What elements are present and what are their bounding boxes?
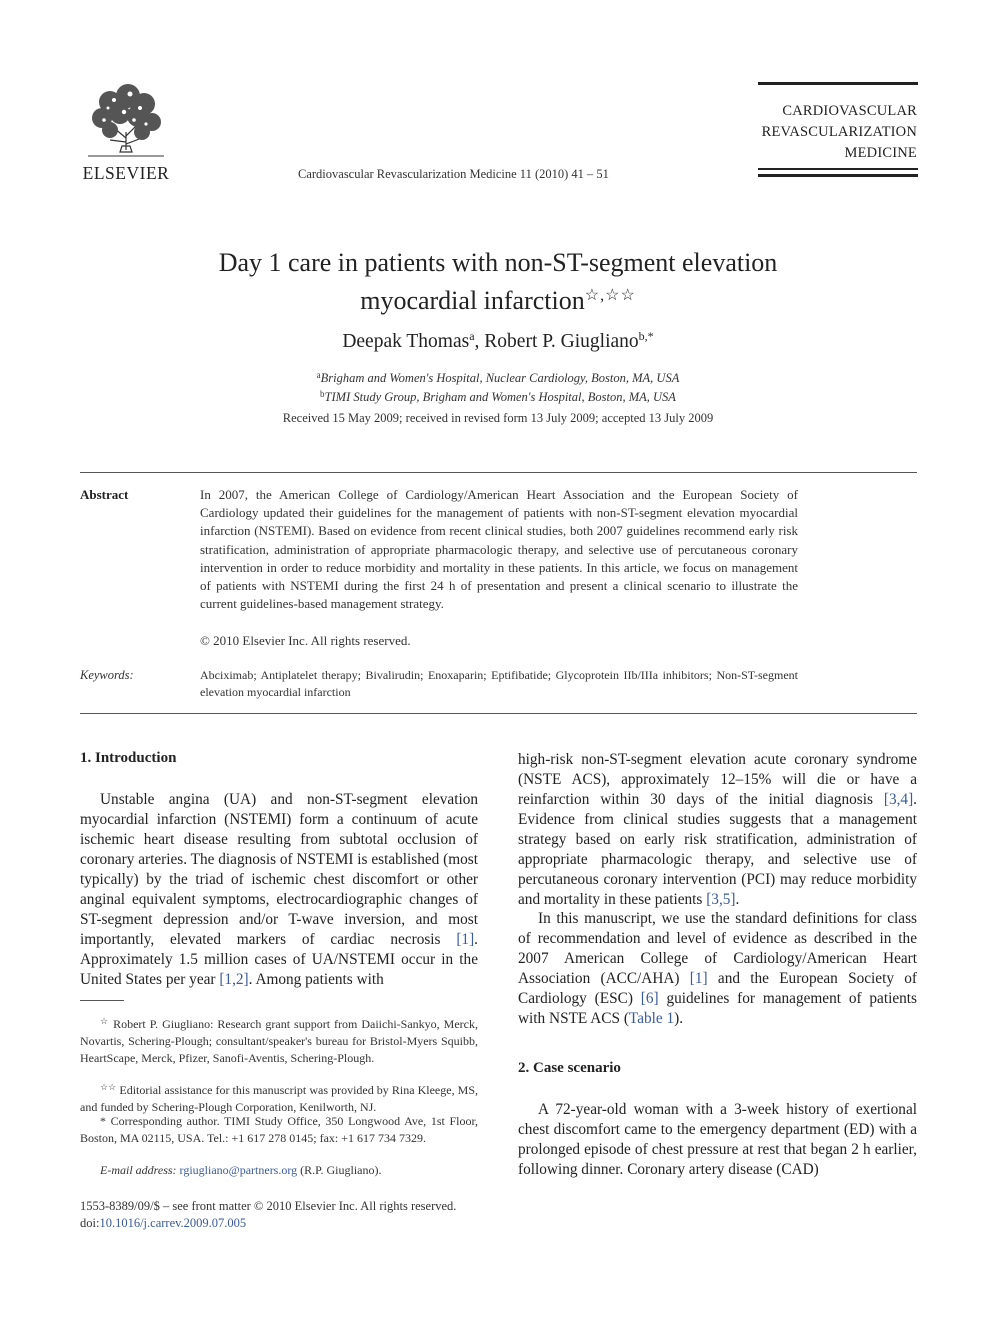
author-separator: ,	[474, 331, 485, 352]
abstract-text: In 2007, the American College of Cardiology/American Heart Association and the European Society of Cardiology updated their guidelines for the management of patients with non-ST-segment elevation myocardial infarction (NSTEMI). Based on evidence from recent clinical studies, both 2007 guidelines recommend early risk stratification, administration of appropriate pharmacologic therapy, and selective use of percutaneous coronary intervention in order to reduce morbidity and mortality in these patients. In this article, we focus on management of patients with NSTEMI during the first 24 h of presentation and present a clinical scenario to illustrate the current guidelines-based management strategy.	[200, 487, 798, 612]
divider	[80, 472, 917, 473]
footnote-editorial	[80, 1079, 478, 1116]
received-dates: Received 15 May 2009; received in revised form 13 July 2009; accepted 13 July 2009	[282, 411, 714, 425]
footnote-mark: ☆	[100, 1016, 110, 1026]
citation-link[interactable]: [1]	[456, 931, 475, 948]
citation-link[interactable]: [3,5]	[706, 891, 736, 908]
introduction-paragraph	[80, 790, 478, 990]
masthead-line: REVASCULARIZATION	[761, 124, 917, 140]
footnote-text: Corresponding author. TIMI Study Office, 350 Longwood Ave, 1st Floor, Boston, MA 02115, USA. Tel.: +1 617 278 0145; fax: +1 617 734 7329.	[80, 1114, 479, 1145]
footnote-mark: ☆☆	[100, 1082, 117, 1092]
introduction-paragraph	[518, 909, 917, 1029]
divider	[80, 713, 917, 714]
masthead-line: MEDICINE	[844, 145, 917, 161]
body-text: . Among patients with	[248, 971, 384, 988]
masthead-rule	[758, 168, 918, 170]
title-line: Day 1 care in patients with non-ST-segment elevation	[218, 248, 778, 277]
email-label: E-mail address:	[100, 1163, 177, 1177]
journal-reference: Cardiovascular Revascularization Medicine 11 (2010) 41 – 51	[298, 167, 609, 181]
email-link[interactable]: rgiugliano@partners.org	[179, 1163, 298, 1177]
footnote-email	[80, 1162, 478, 1179]
author-name: Deepak Thomas	[342, 331, 470, 352]
body-text: high-risk non-ST-segment elevation acute coronary syndrome (NSTE ACS), approximately 12–15% will die or have a reinfarction within 30 days of the initial diagnosis	[518, 751, 917, 808]
section-heading-case-scenario: 2. Case scenario	[518, 1060, 621, 1076]
body-text: . Approximately 1.5 million cases of UA/NSTEMI occur in the United States per year	[80, 931, 478, 988]
footnote-text: Robert P. Giugliano: Research grant support from Daiichi-Sankyo, Merck, Novartis, Schering-Plough; consultant/speaker's bureau for Bristol-Myers Squibb, HeartScape, Merck, Pfizer, Sanofi-Aventis, Schering-Plough.	[80, 1017, 478, 1065]
front-matter	[80, 1198, 456, 1232]
masthead-line: CARDIOVASCULAR	[782, 103, 917, 119]
doi-label: doi:	[80, 1216, 100, 1230]
citation-link[interactable]: [1]	[689, 970, 708, 987]
author-affiliation-mark: a	[469, 329, 475, 343]
author-affiliation-mark: b,*	[638, 329, 654, 343]
abstract-label: Abstract	[80, 487, 129, 502]
title-line	[80, 279, 916, 317]
table-link[interactable]: Table 1	[628, 1010, 675, 1027]
affiliation-text: TIMI Study Group, Brigham and Women's Hospital, Boston, MA, USA	[324, 390, 676, 404]
affiliations	[80, 367, 916, 405]
body-text: and the European Society of Cardiology (ESC)	[518, 970, 917, 1007]
affiliation	[80, 386, 916, 405]
introduction-paragraph-continued	[518, 750, 917, 910]
citation-link[interactable]: [1,2]	[219, 971, 249, 988]
doi-line	[80, 1215, 456, 1232]
doi-link[interactable]: 10.1016/j.carrev.2009.07.005	[99, 1216, 247, 1230]
footnote-text: (R.P. Giugliano).	[297, 1163, 382, 1177]
title-footnote-marks[interactable]: ☆,☆☆	[584, 287, 636, 304]
abstract-copyright: © 2010 Elsevier Inc. All rights reserved.	[200, 633, 411, 648]
body-text: ).	[674, 1010, 684, 1027]
citation-link[interactable]: [6]	[640, 990, 659, 1007]
footnote-text: Editorial assistance for this manuscript was provided by Rina Kleege, MS, and funded by Schering-Plough Corporation, Kenilworth, NJ.	[80, 1083, 478, 1114]
affiliation-mark: b	[320, 389, 325, 399]
section-heading-introduction: 1. Introduction	[80, 750, 177, 766]
keywords-label: Keywords:	[80, 668, 134, 682]
author-list	[80, 329, 916, 353]
body-text: .	[735, 891, 740, 908]
body-text: . Evidence from clinical studies suggests that a management strategy based on early risk stratification, administration of appropriate pharmacologic therapy, and selective use of percutaneous coronary intervention (PCI) may reduce morbidity and mortality in these patients	[518, 791, 917, 908]
masthead-rule	[758, 82, 918, 85]
elsevier-logo	[80, 80, 172, 182]
journal-masthead	[740, 101, 917, 164]
body-text: In this manuscript, we use the standard definitions for class of recommendation and level of evidence as described in the 2007 American College of Cardiology/American Heart Association (ACC/AHA)	[518, 910, 917, 987]
affiliation-text: Brigham and Women's Hospital, Nuclear Cardiology, Boston, MA, USA	[320, 371, 680, 385]
footnote-corresponding	[80, 1113, 478, 1147]
body-text: Unstable angina (UA) and non-ST-segment elevation myocardial infarction (NSTEMI) form a continuum of acute ischemic heart disease resulting from subtotal occlusion of coronary arteries. The diagnosis of NSTEMI is established (most typically) by the triad of ischemic chest discomfort or other anginal equivalent symptoms, electrocardiographic changes of ST-segment depression and/or T-wave inversion, and most importantly, elevated markers of cardiac necrosis	[80, 791, 478, 948]
case-scenario-paragraph: A 72-year-old woman with a 3-week history of exertional chest discomfort came to the emergency department (ED) with a prolonged episode of chest pressure at rest that began 2 h earlier, following dinner. Coronary artery disease (CAD)	[518, 1101, 917, 1178]
title-line-2: myocardial infarction	[360, 286, 585, 315]
masthead-rule	[758, 174, 918, 177]
author-name: Robert P. Giugliano	[484, 331, 639, 352]
body-text: guidelines for management of patients with NSTE ACS (	[518, 990, 917, 1027]
citation-link[interactable]: [3,4]	[883, 791, 914, 808]
footnote-mark: *	[100, 1114, 106, 1128]
affiliation-mark: a	[316, 370, 321, 380]
footnote-rule	[80, 1000, 124, 1001]
issn-line: 1553-8389/09/$ – see front matter © 2010 Elsevier Inc. All rights reserved.	[80, 1199, 457, 1213]
affiliation	[80, 367, 916, 386]
footnote-disclosure	[80, 1013, 478, 1067]
keywords-text: Abciximab; Antiplatelet therapy; Bivalirudin; Enoxaparin; Eptifibatide; Glycoprotein IIb/IIIa inhibitors; Non-ST-segment elevation myocardial infarction	[200, 668, 798, 699]
article-title	[80, 246, 916, 317]
publisher-wordmark: ELSEVIER	[82, 163, 170, 182]
